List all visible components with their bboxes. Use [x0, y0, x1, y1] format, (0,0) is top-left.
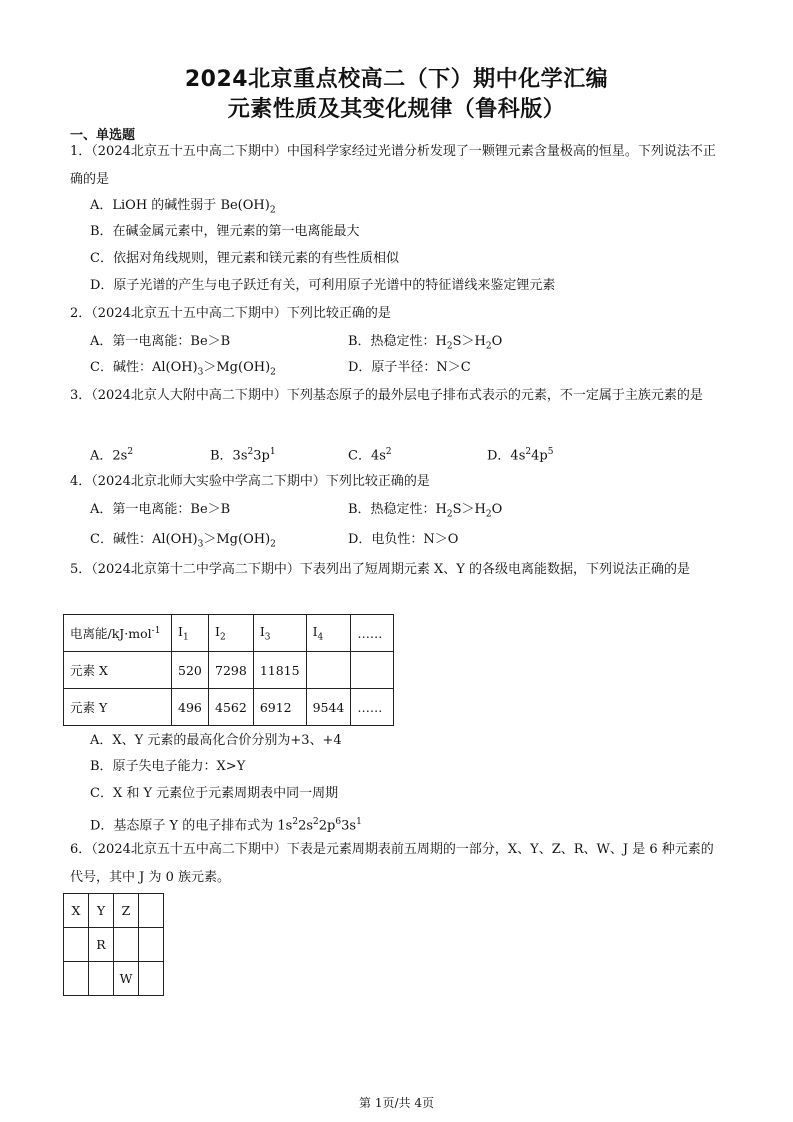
grid-cell [89, 962, 114, 996]
table-cell: 11815 [253, 652, 306, 689]
grid-cell [64, 962, 89, 996]
q5-option-b: B．原子失电子能力：X>Y [90, 759, 246, 774]
grid-cell: Z [114, 894, 139, 928]
q3-option-b: B．$3s^23p^1$ [210, 447, 276, 464]
q4-option-c: C．碱性：$Al(OH)_3>Mg(OH)_2$ [90, 532, 276, 550]
table-cell [306, 652, 351, 689]
question-3-stem: 3．（2024北京人大附中高二下期中）下列基态原子的最外层电子排布式表示的元素，不一定属于主族元素的是 [70, 388, 703, 403]
q1-option-d: D．原子光谱的产生与电子跃迁有关，可利用原子光谱中的特征谱线来鉴定锂元素 [90, 278, 556, 293]
table-cell: 520 [172, 652, 209, 689]
q1-option-c: C．依据对角线规则，锂元素和镁元素的有些性质相似 [90, 251, 399, 266]
document-title-line1: 2024北京重点校高二（下）期中化学汇编 [184, 67, 609, 92]
table-cell: 9544 [306, 689, 351, 726]
table-row [64, 689, 394, 726]
q5-option-c: C．X 和 Y 元素位于元素周期表中同一周期 [90, 786, 339, 801]
table-header-cell: $I_1$ [172, 615, 209, 652]
grid-cell [114, 928, 139, 962]
grid-row [64, 928, 164, 962]
grid-cell [139, 894, 164, 928]
table-header-cell: $I_3$ [253, 615, 306, 652]
table-cell: 496 [172, 689, 209, 726]
grid-cell: Y [89, 894, 114, 928]
q1-option-b: B．在碱金属元素中，锂元素的第一电离能最大 [90, 224, 360, 239]
table-header-cell: …… [351, 615, 394, 652]
table-cell: …… [351, 689, 394, 726]
ionization-energy-table [63, 614, 394, 726]
q4-option-d: D．电负性：N＞O [348, 532, 459, 547]
grid-row [64, 962, 164, 996]
q2-option-a: A．第一电离能：Be＞B [90, 334, 231, 349]
grid-cell: X [64, 894, 89, 928]
grid-cell [64, 928, 89, 962]
question-6-stem: 6．（2024北京五十五中高二下期中）下表是元素周期表前五周期的一部分，X、Y、Z、R、W、J 是 6 种元素的代号，其中 J 为 0 族元素。 [70, 842, 714, 885]
q3-option-d: D．$4s^24p^5$ [487, 447, 554, 464]
table-row [64, 652, 394, 689]
section-heading: 一、单选题 [70, 128, 136, 143]
question-1-stem: 1．（2024北京五十五中高二下期中）中国科学家经过光谱分析发现了一颗锂元素含量极高的恒星。下列说法不正确的是 [70, 144, 716, 187]
question-2-stem: 2．（2024北京五十五中高二下期中）下列比较正确的是 [70, 306, 391, 321]
q4-option-a: A．第一电离能：Be＞B [90, 502, 231, 517]
table-cell: 6912 [253, 689, 306, 726]
table-cell: 7298 [209, 652, 254, 689]
grid-cell [139, 962, 164, 996]
grid-cell [139, 928, 164, 962]
table-cell [351, 652, 394, 689]
table-header-row [64, 615, 394, 652]
grid-cell: R [89, 928, 114, 962]
table-cell: 元素 Y [64, 689, 172, 726]
grid-cell: W [114, 962, 139, 996]
q3-option-a: A．$2s^2$ [90, 447, 134, 464]
q1-option-a: A．LiOH 的碱性弱于 $Be(OH)_2$ [90, 198, 276, 216]
q3-option-c: C．$4s^2$ [348, 447, 392, 464]
q4-option-b: B．热稳定性：$H_2S>H_2O$ [348, 502, 503, 520]
table-header-cell: $I_4$ [306, 615, 351, 652]
q2-option-c: C．碱性：$Al(OH)_3>Mg(OH)_2$ [90, 360, 276, 378]
q5-option-a: A．X、Y 元素的最高化合价分别为+3、+4 [90, 733, 342, 748]
grid-row [64, 894, 164, 928]
page-number-footer: 第 1页/共 4页 [359, 1096, 434, 1110]
q2-option-b: B．热稳定性：$H_2S>H_2O$ [348, 334, 503, 352]
table-cell: 4562 [209, 689, 254, 726]
periodic-table-fragment [63, 893, 164, 996]
table-header-cell: 电离能/kJ·mol$^{-1}$ [64, 615, 172, 652]
q5-option-d: D．基态原子 Y 的电子排布式为 $1s^22s^22p^63s^1$ [90, 817, 362, 834]
q2-option-d: D．原子半径：N＞C [348, 360, 471, 375]
question-4-stem: 4．（2024北京北师大实验中学高二下期中）下列比较正确的是 [70, 474, 430, 489]
question-5-stem: 5．（2024北京第十二中学高二下期中）下表列出了短周期元素 X、Y 的各级电离能数据，下列说法正确的是 [70, 562, 690, 577]
document-title-line2: 元素性质及其变化规律（鲁科版） [227, 97, 566, 122]
table-cell: 元素 X [64, 652, 172, 689]
table-header-cell: $I_2$ [209, 615, 254, 652]
